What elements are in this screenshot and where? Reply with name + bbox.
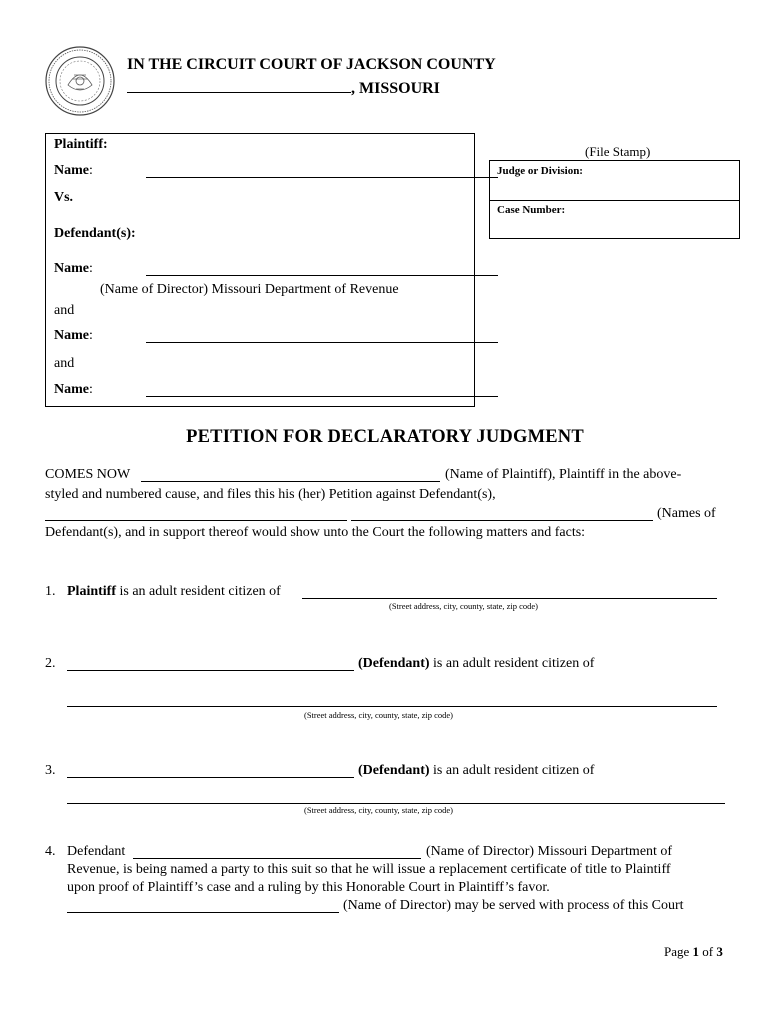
director-name-blank-1[interactable]: [133, 858, 421, 859]
case-caption-box: [45, 133, 475, 407]
defendant3-name-field[interactable]: [146, 396, 498, 397]
director-name-blank-2[interactable]: [67, 912, 339, 913]
defendant3-name-blank[interactable]: [67, 777, 354, 778]
item4-line1-start: Defendant: [67, 844, 126, 859]
court-county-line: [127, 79, 440, 98]
plaintiff-address-field[interactable]: [302, 598, 717, 599]
item1-number: 1.: [45, 584, 56, 599]
item4-line2: Revenue, is being named a party to this suit so that he will issue a replacement certificate of title to Plaintiff: [67, 862, 671, 877]
judge-division-label: Judge or Division:: [497, 165, 583, 177]
and-label: and: [54, 303, 75, 318]
judge-case-box: [489, 160, 740, 239]
case-number-label: Case Number:: [497, 204, 566, 216]
plaintiff-name-blank[interactable]: [141, 481, 440, 482]
defendants-names-blank-1[interactable]: [45, 520, 347, 521]
item4-number: 4.: [45, 844, 56, 859]
item3-text: (Defendant) is an adult resident citizen of: [358, 763, 595, 778]
defendants-names-blank-2[interactable]: [351, 520, 653, 521]
defendant1-name-label: Name:: [54, 261, 93, 276]
defendant2-name-field[interactable]: [146, 342, 498, 343]
plaintiff-name-label: Name:: [54, 163, 93, 178]
page-number: Page 1 of 3: [664, 944, 723, 959]
vs-label: Vs.: [54, 190, 74, 205]
intro-line4: Defendant(s), and in support thereof would show unto the Court the following matters and facts:: [45, 525, 586, 540]
defendants-label: Defendant(s):: [54, 226, 136, 241]
defendant1-name-field[interactable]: [146, 275, 498, 276]
address-hint: (Street address, city, county, state, zip code): [389, 601, 539, 611]
defendant3-address-field[interactable]: [67, 803, 725, 804]
intro-line3-end: (Names of: [657, 506, 716, 521]
and-label: and: [54, 356, 75, 371]
defendant2-address-field[interactable]: [67, 706, 717, 707]
item4-line1-end: (Name of Director) Missouri Department of: [426, 844, 673, 859]
item3-number: 3.: [45, 763, 56, 778]
item1-text: Plaintiff is an adult resident citizen of: [67, 584, 281, 599]
intro-line1-end: (Name of Plaintiff), Plaintiff in the above-: [445, 467, 682, 482]
item2-number: 2.: [45, 656, 56, 671]
court-seal-icon: [44, 45, 116, 117]
defendant2-name-label: Name:: [54, 328, 93, 343]
defendant2-name-blank[interactable]: [67, 670, 354, 671]
state-label: , MISSOURI: [351, 80, 440, 97]
intro-line2: styled and numbered cause, and files this his (her) Petition against Defendant(s),: [45, 487, 496, 502]
file-stamp-label: (File Stamp): [585, 144, 651, 159]
address-hint: (Street address, city, county, state, zip code): [304, 710, 454, 720]
item4-line4-end: (Name of Director) may be served with process of this Court: [343, 898, 684, 913]
intro-comes-now: COMES NOW: [45, 467, 131, 482]
address-hint: (Street address, city, county, state, zip code): [304, 805, 454, 815]
judge-division-field[interactable]: [490, 161, 739, 201]
court-title: IN THE CIRCUIT COURT OF JACKSON COUNTY: [127, 56, 496, 73]
county-blank[interactable]: [127, 79, 351, 93]
item4-line3: upon proof of Plaintiff’s case and a ruling by this Honorable Court in Plaintiff’s favor.: [67, 880, 550, 895]
defendant3-name-label: Name:: [54, 382, 93, 397]
plaintiff-label: Plaintiff:: [54, 137, 108, 152]
document-title: PETITION FOR DECLARATORY JUDGMENT: [186, 427, 584, 447]
item2-text: (Defendant) is an adult resident citizen of: [358, 656, 595, 671]
director-note: (Name of Director) Missouri Department of Revenue: [100, 282, 399, 297]
plaintiff-name-field[interactable]: [146, 177, 498, 178]
